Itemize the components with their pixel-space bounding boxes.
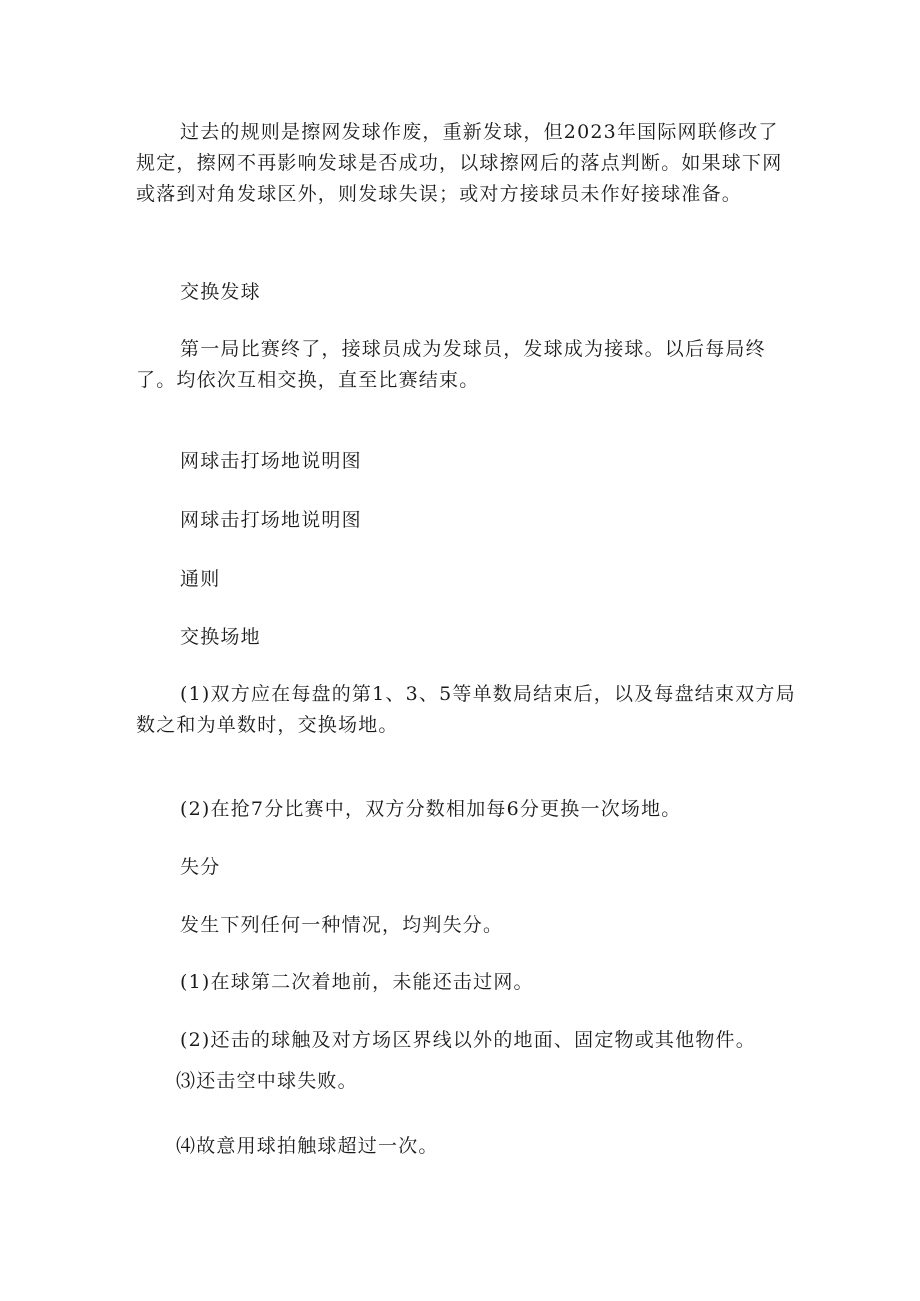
paragraph-exchange-serve: 第一局比赛终了，接球员成为发球员，发球成为接球。以后每局终了。均依次互相交换，直至比赛结束。 (136, 338, 766, 391)
paragraph-let-rule: 过去的规则是擦网发球作废，重新发球，但2023年国际网联修改了规定，擦网不再影响发球是否成功，以球擦网后的落点判断。如果球下网或落到对角发球区外，则发球失误；或对方接球员未作好接球准备。 (136, 121, 783, 205)
list-item-lose-point-2: (2)还击的球触及对方场区界线以外的地面、固定物或其他物件。 (180, 1029, 756, 1051)
figure-caption-2: 网球击打场地说明图 (180, 509, 362, 531)
heading-exchange-court: 交换场地 (180, 626, 261, 648)
paragraph-exchange-court-rule-2: (2)在抢7分比赛中，双方分数相加每6分更换一次场地。 (180, 798, 682, 820)
heading-lose-point: 失分 (180, 856, 221, 878)
list-item-lose-point-3: ⑶还击空中球失败。 (176, 1070, 358, 1092)
heading-exchange-serve: 交换发球 (180, 281, 261, 303)
list-item-lose-point-4: ⑷故意用球拍触球超过一次。 (176, 1135, 439, 1157)
heading-general: 通则 (180, 568, 221, 590)
paragraph-exchange-court-rule-1: (1)双方应在每盘的第1、3、5等单数局结束后，以及每盘结束双方局数之和为单数时，交换场地。 (136, 683, 796, 736)
list-item-lose-point-1: (1)在球第二次着地前，未能还击过网。 (180, 971, 534, 993)
paragraph-lose-point-intro: 发生下列任何一种情况，均判失分。 (180, 914, 504, 936)
figure-caption-1: 网球击打场地说明图 (180, 450, 362, 472)
